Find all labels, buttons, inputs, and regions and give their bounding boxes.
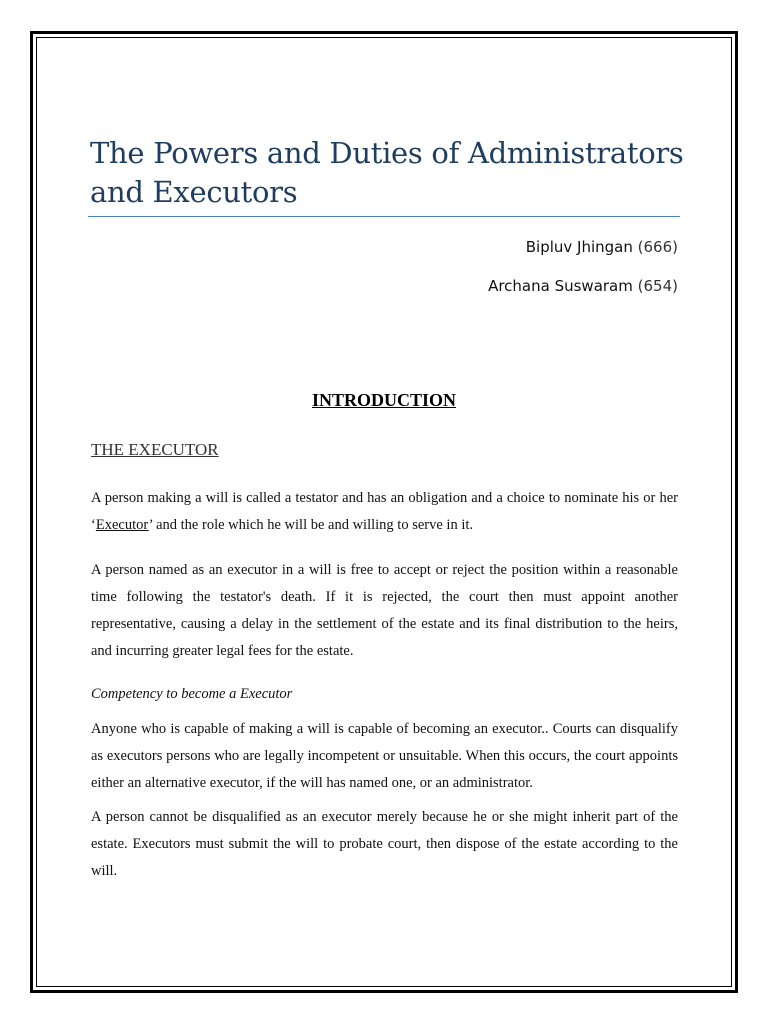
executor-term: Executor (95, 517, 149, 533)
paragraph-2: A person named as an executor in a will is free to accept or reject the position within a reasonable time following the testator's death. If it is rejected, the court then must appoint another representative, causing a delay in the settlement of the estate and its final distribution to the heirs, and incurring greater legal fees for the estate. (91, 562, 678, 659)
author-name: Bipluv Jhingan (525, 238, 633, 256)
title-underline (88, 216, 680, 217)
document-title: The Powers and Duties of Administrators and Executors (90, 136, 684, 209)
author-1 (278, 238, 678, 256)
author-number: (666) (637, 238, 678, 256)
author-name: Archana Suswaram (488, 277, 633, 295)
competency-heading: Competency to become a Executor (91, 686, 293, 702)
paragraph-1-text: A person making a will is called a testator and has an obligation and a choice to nominate his or her ‘ (91, 490, 678, 533)
section-heading: INTRODUCTION (311, 390, 457, 410)
subheading: THE EXECUTOR (91, 440, 219, 459)
paragraph-1-text-end: ’ and the role which he will be and willing to serve in it. (148, 517, 474, 533)
paragraph-1 (91, 485, 678, 539)
author-2 (278, 277, 678, 295)
paragraph-4: A person cannot be disqualified as an executor merely because he or she might inherit part of the estate. Executors must submit the will to probate court, then dispose of the estate according to the will. (91, 809, 678, 879)
paragraph-3: Anyone who is capable of making a will is capable of becoming an executor.. Courts can disqualify as executors persons who are legally incompetent or unsuitable. When this occurs, the court appoints either an alternative executor, if the will has named one, or an administrator. (91, 721, 678, 791)
author-number: (654) (637, 277, 678, 295)
